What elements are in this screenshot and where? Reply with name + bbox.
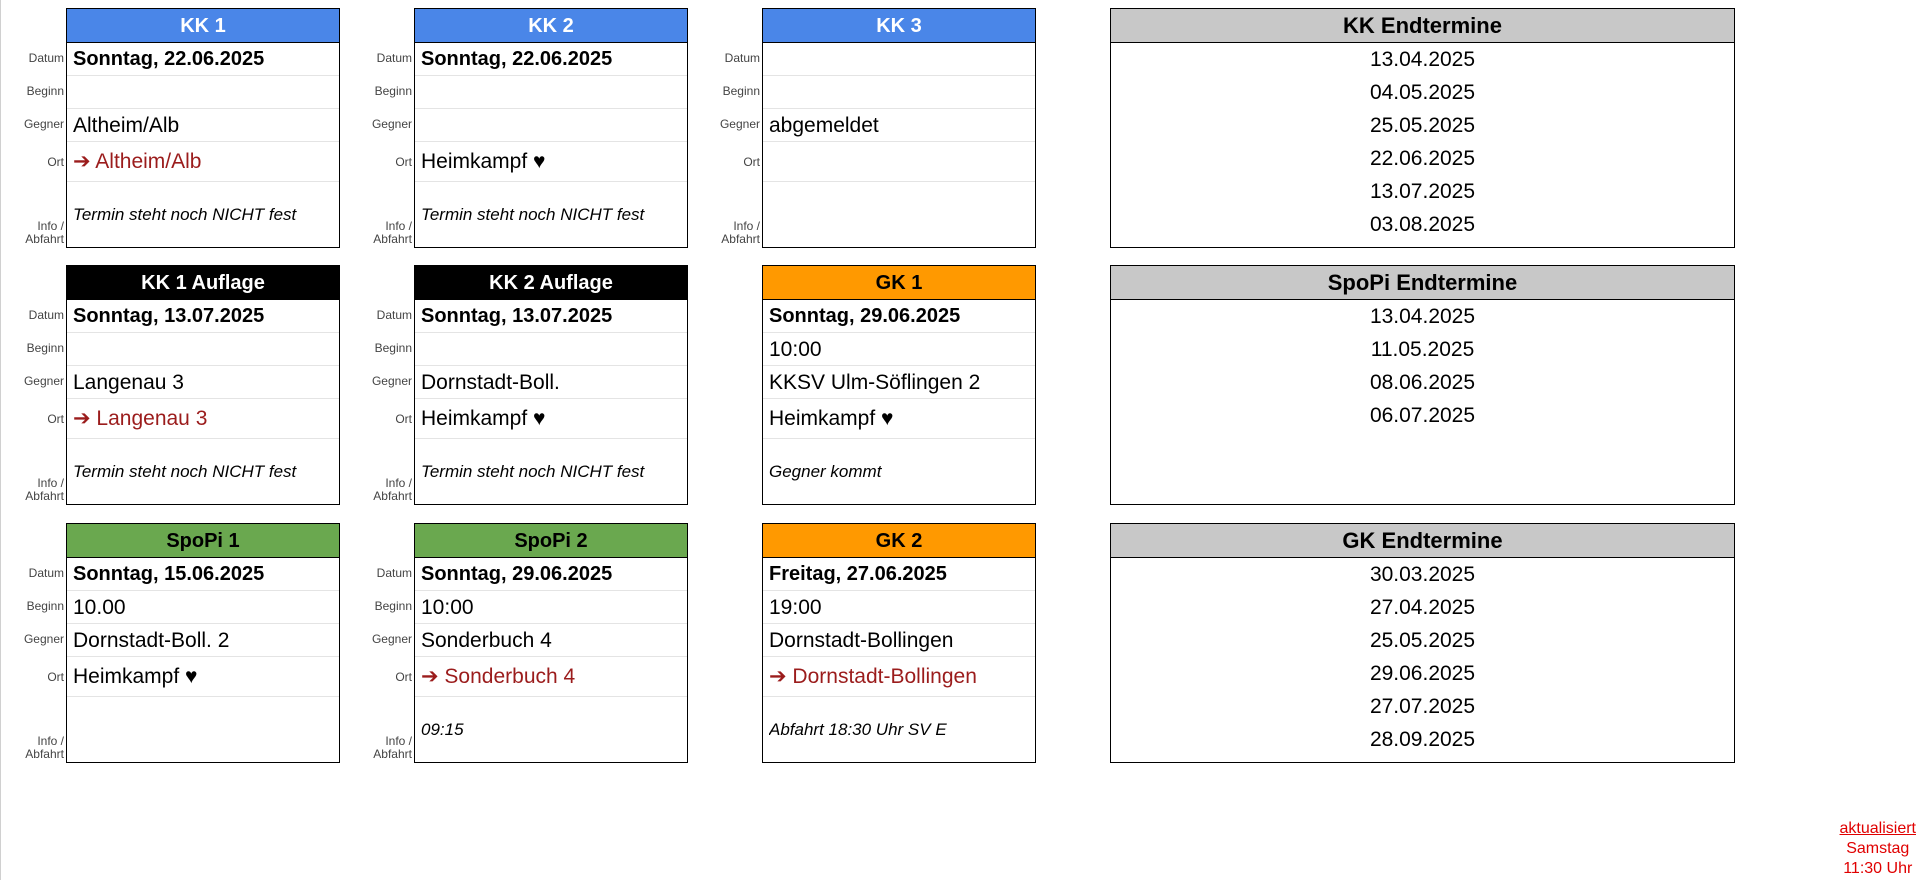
match-datum <box>769 43 1031 76</box>
match-beginn: 10.00 <box>73 596 126 619</box>
label-info: Info / Abfahrt <box>25 734 64 761</box>
match-card-spopi1 <box>0 523 340 763</box>
label-info: Info / Abfahrt <box>373 734 412 761</box>
label-ort: Ort <box>47 155 64 169</box>
label-datum: Datum <box>28 566 64 580</box>
match-datum: Sonntag, 22.06.2025 <box>421 48 613 70</box>
match-ort <box>769 142 1031 182</box>
spopi-endtermine-title: SpoPi Endtermine <box>1111 266 1734 300</box>
match-ort: Heimkampf ♥ <box>421 150 546 173</box>
match-box <box>66 523 340 763</box>
match-beginn: 10:00 <box>769 338 822 361</box>
match-title: KK 2 <box>415 9 687 43</box>
match-gegner: Dornstadt-Boll. 2 <box>73 629 230 652</box>
updated-day: Samstag <box>1846 840 1910 857</box>
label-info: Info / Abfahrt <box>373 476 412 503</box>
match-datum: Sonntag, 22.06.2025 <box>73 48 265 70</box>
match-gegner: KKSV Ulm-Söflingen 2 <box>769 371 981 394</box>
match-datum: Sonntag, 29.06.2025 <box>421 563 613 585</box>
spopi-endtermin-date: 06.07.2025 <box>1369 404 1476 427</box>
match-card-kk1a <box>0 265 340 505</box>
match-ort: ➔ Sonderbuch 4 <box>421 665 576 688</box>
match-box <box>66 8 340 248</box>
match-beginn: 19:00 <box>769 596 822 619</box>
match-ort: Heimkampf ♥ <box>73 665 198 688</box>
row-labels <box>348 557 412 763</box>
gk-endtermine-box <box>1110 523 1735 763</box>
match-title: GK 2 <box>763 524 1035 558</box>
match-title: GK 1 <box>763 266 1035 300</box>
match-datum: Sonntag, 29.06.2025 <box>769 305 961 327</box>
match-ort: Heimkampf ♥ <box>421 407 546 430</box>
label-beginn: Beginn <box>26 84 64 98</box>
label-ort: Ort <box>743 155 760 169</box>
match-beginn <box>421 76 683 109</box>
match-info: 09:15 <box>421 720 464 739</box>
label-gegner: Gegner <box>23 117 64 131</box>
kk-endtermin-date: 22.06.2025 <box>1369 147 1476 170</box>
label-datum: Datum <box>28 51 64 65</box>
gk-endtermin-date: 28.09.2025 <box>1369 728 1476 751</box>
label-ort: Ort <box>47 670 64 684</box>
match-datum: Sonntag, 13.07.2025 <box>73 305 265 327</box>
match-datum: Sonntag, 13.07.2025 <box>421 305 613 327</box>
match-card-spopi2 <box>348 523 688 763</box>
match-info: Termin steht noch NICHT fest <box>421 462 645 481</box>
match-title: KK 1 <box>67 9 339 43</box>
match-box <box>414 265 688 505</box>
match-card-kk1 <box>0 8 340 248</box>
label-beginn: Beginn <box>374 341 412 355</box>
label-beginn: Beginn <box>374 599 412 613</box>
match-ort: ➔ Altheim/Alb <box>73 150 202 173</box>
match-info: Gegner kommt <box>769 462 882 481</box>
match-info <box>769 182 1031 248</box>
gk-endtermine-title: GK Endtermine <box>1111 524 1734 558</box>
spopi-endtermin-date: 08.06.2025 <box>1369 371 1476 394</box>
kk-endtermine-title: KK Endtermine <box>1111 9 1734 43</box>
match-box <box>762 523 1036 763</box>
match-beginn <box>421 333 683 366</box>
match-gegner: Dornstadt-Boll. <box>421 371 560 394</box>
label-gegner: Gegner <box>23 374 64 388</box>
match-gegner: Sonderbuch 4 <box>421 629 552 652</box>
label-info: Info / Abfahrt <box>25 476 64 503</box>
row-labels <box>0 299 64 505</box>
match-box <box>414 8 688 248</box>
match-ort: ➔ Langenau 3 <box>73 407 208 430</box>
kk-endtermin-date: 25.05.2025 <box>1369 114 1476 137</box>
updated-time: 11:30 Uhr <box>1843 860 1913 877</box>
label-datum: Datum <box>28 308 64 322</box>
update-notice <box>1840 819 1916 879</box>
updated-link[interactable]: aktualisiert <box>1839 820 1916 837</box>
match-datum: Freitag, 27.06.2025 <box>769 563 947 585</box>
label-info: Info / Abfahrt <box>721 219 760 246</box>
label-beginn: Beginn <box>722 84 760 98</box>
gk-endtermin-date: 27.07.2025 <box>1369 695 1476 718</box>
match-title: KK 3 <box>763 9 1035 43</box>
gk-endtermin-date: 27.04.2025 <box>1369 596 1476 619</box>
match-card-kk2 <box>348 8 688 248</box>
match-info <box>73 697 335 763</box>
match-card-kk2a <box>348 265 688 505</box>
label-gegner: Gegner <box>23 632 64 646</box>
label-datum: Datum <box>724 51 760 65</box>
label-ort: Ort <box>395 670 412 684</box>
gk-endtermin-date: 30.03.2025 <box>1369 563 1476 586</box>
kk-endtermin-date: 03.08.2025 <box>1369 213 1476 236</box>
kk-endtermin-date: 04.05.2025 <box>1369 81 1476 104</box>
match-beginn <box>73 76 335 109</box>
row-labels <box>0 42 64 248</box>
kk-endtermin-date: 13.04.2025 <box>1369 48 1476 71</box>
label-datum: Datum <box>376 566 412 580</box>
match-box <box>762 265 1036 505</box>
label-ort: Ort <box>395 412 412 426</box>
label-gegner: Gegner <box>371 117 412 131</box>
match-info: Termin steht noch NICHT fest <box>421 205 645 224</box>
row-labels <box>348 299 412 505</box>
match-card-kk3 <box>696 8 1036 248</box>
match-beginn <box>769 76 1031 109</box>
match-card-gk1 <box>696 265 1036 505</box>
kk-endtermin-date: 13.07.2025 <box>1369 180 1476 203</box>
label-beginn: Beginn <box>374 84 412 98</box>
label-ort: Ort <box>395 155 412 169</box>
gk-endtermin-date: 29.06.2025 <box>1369 662 1476 685</box>
label-datum: Datum <box>376 51 412 65</box>
match-title: KK 1 Auflage <box>67 266 339 300</box>
match-beginn: 10:00 <box>421 596 474 619</box>
match-beginn <box>73 333 335 366</box>
row-labels <box>696 42 760 248</box>
row-labels <box>348 42 412 248</box>
match-ort: ➔ Dornstadt-Bollingen <box>769 665 977 688</box>
spopi-endtermin-date: 11.05.2025 <box>1370 338 1475 361</box>
label-datum: Datum <box>376 308 412 322</box>
spopi-endtermine-box <box>1110 265 1735 505</box>
kk-endtermine-box <box>1110 8 1735 248</box>
match-info: Termin steht noch NICHT fest <box>73 462 297 481</box>
match-gegner: abgemeldet <box>769 114 879 137</box>
match-datum: Sonntag, 15.06.2025 <box>73 563 265 585</box>
gk-endtermin-date: 25.05.2025 <box>1369 629 1476 652</box>
match-gegner: Altheim/Alb <box>73 114 180 137</box>
label-gegner: Gegner <box>371 632 412 646</box>
match-box <box>762 8 1036 248</box>
match-box <box>66 265 340 505</box>
match-info: Termin steht noch NICHT fest <box>73 205 297 224</box>
label-beginn: Beginn <box>26 599 64 613</box>
match-title: KK 2 Auflage <box>415 266 687 300</box>
label-info: Info / Abfahrt <box>373 219 412 246</box>
match-title: SpoPi 1 <box>67 524 339 558</box>
match-gegner: Dornstadt-Bollingen <box>769 629 954 652</box>
label-ort: Ort <box>47 412 64 426</box>
label-beginn: Beginn <box>26 341 64 355</box>
match-info: Abfahrt 18:30 Uhr SV E <box>769 720 947 739</box>
match-card-gk2 <box>696 523 1036 763</box>
match-gegner: Langenau 3 <box>73 371 184 394</box>
match-ort: Heimkampf ♥ <box>769 407 894 430</box>
label-gegner: Gegner <box>719 117 760 131</box>
match-box <box>414 523 688 763</box>
match-title: SpoPi 2 <box>415 524 687 558</box>
row-labels <box>0 557 64 763</box>
spopi-endtermin-date: 13.04.2025 <box>1369 305 1476 328</box>
label-gegner: Gegner <box>371 374 412 388</box>
match-gegner <box>421 109 683 142</box>
label-info: Info / Abfahrt <box>25 219 64 246</box>
